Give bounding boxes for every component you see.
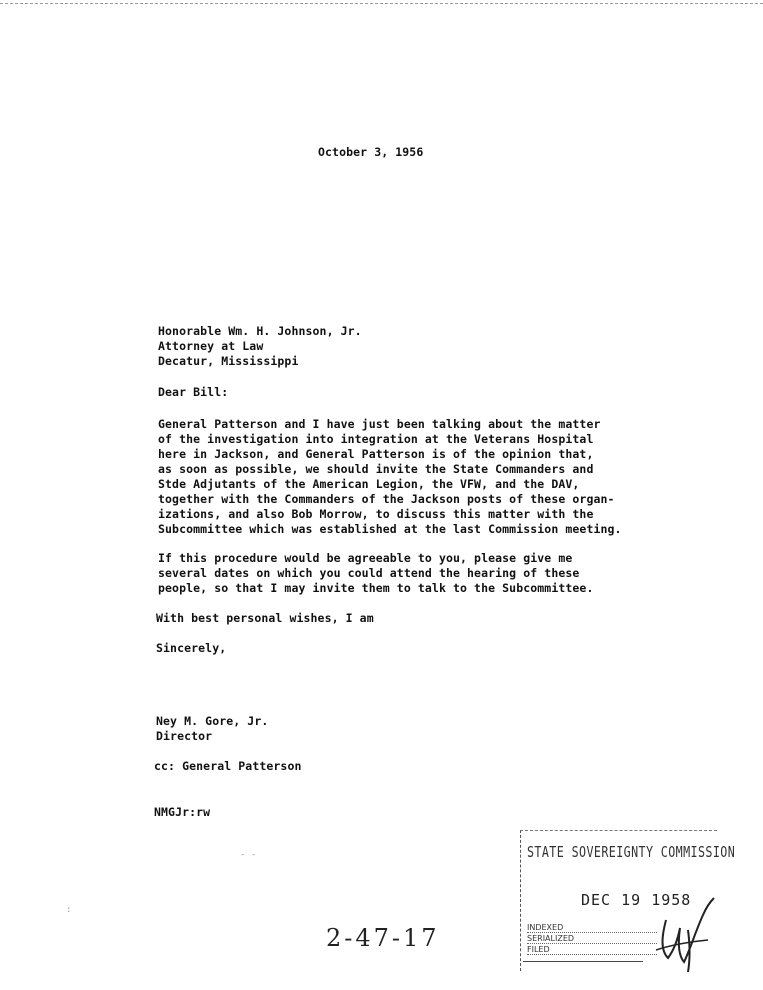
text-line: several dates on which you could attend the hearing of these [158, 566, 580, 580]
reference-initials: NMGJr:rw [154, 805, 211, 819]
body-paragraph-2 [158, 551, 593, 596]
text-line: as soon as possible, we should invite the State Commanders and [158, 462, 594, 476]
text-line: izations, and also Bob Morrow, to discuss this matter with the [158, 507, 594, 521]
text-line: here in Jackson, and General Patterson is of the opinion that, [158, 447, 594, 461]
handwritten-initials [648, 880, 718, 975]
text-line: General Patterson and I have just been talking about the matter [158, 417, 601, 431]
scan-speck: : [66, 905, 72, 915]
handwritten-file-number: 2-47-17 [326, 924, 440, 952]
stamp-date: DEC 19 1958 [581, 891, 692, 909]
text-line: Stde Adjutants of the American Legion, the VFW, and the DAV, [158, 477, 580, 491]
body-paragraph-1 [158, 417, 622, 537]
recipient-line: Attorney at Law [158, 339, 264, 353]
text-line: If this procedure would be agreeable to you, please give me [158, 551, 573, 565]
recipient-address [158, 324, 362, 369]
signature-block [156, 714, 268, 744]
signer-title: Director [156, 729, 213, 743]
stamp-title: STATE SOVEREIGNTY COMMISSION [527, 843, 736, 861]
text-line: Subcommittee which was established at the last Commission meeting. [158, 522, 622, 536]
stamp-indexed: INDEXED [527, 923, 657, 933]
letter-date: October 3, 1956 [318, 145, 424, 159]
stamp-bottom-line [523, 961, 643, 962]
closing: Sincerely, [156, 641, 227, 655]
text-line: of the investigation into integration at the Veterans Hospital [158, 432, 594, 446]
top-dashed-border [0, 3, 763, 4]
closing-remark: With best personal wishes, I am [156, 611, 374, 625]
carbon-copy: cc: General Patterson [154, 759, 302, 773]
stamp-serialized: SERIALIZED [527, 934, 657, 944]
recipient-line: Decatur, Mississippi [158, 354, 299, 368]
signer-name: Ney M. Gore, Jr. [156, 714, 269, 728]
salutation: Dear Bill: [158, 385, 229, 399]
stamp-filed: FILED [527, 945, 657, 955]
recipient-line: Honorable Wm. H. Johnson, Jr. [158, 324, 362, 338]
scan-speck: - - [240, 850, 257, 860]
text-line: people, so that I may invite them to talk to the Subcommittee. [158, 581, 594, 595]
text-line: together with the Commanders of the Jackson posts of these organ- [158, 492, 615, 506]
